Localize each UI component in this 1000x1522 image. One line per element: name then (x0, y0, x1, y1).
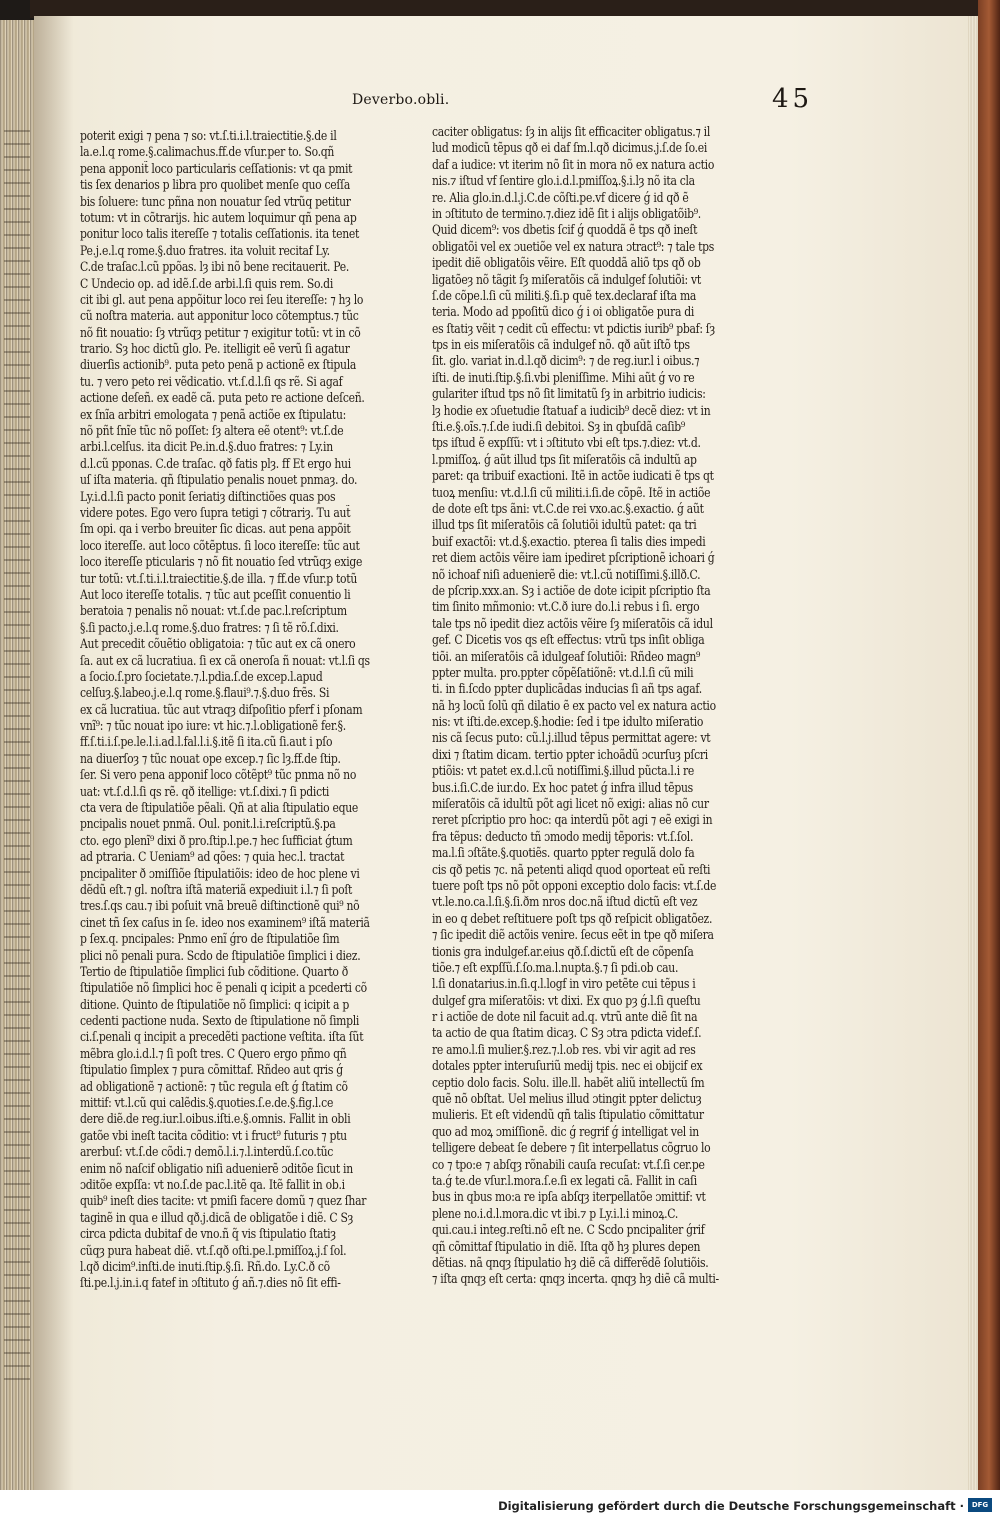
text-line: dixi ⁊ ſtatim dicam. tertio ppter ichoãdũ ɔcurſuȝ pſcri (432, 746, 708, 762)
text-line: ſtipulatiõe nõ ſimplici hoc ẽ penali q icipit a pcederti cõ (80, 980, 367, 996)
text-line: co ⁊ tpo:e ⁊ abſqȝ rõnabili cauſa recuſat: vt.ſ.ſi cer.pe (432, 1156, 705, 1172)
text-line: ci.ſ.penali q incipit a precedẽti pactione veſtita. iſta ſũt (80, 1029, 364, 1045)
text-line: pncipaliter ð ɔmiſſiõe ſtipulatiõis: ideo de hoc plene vi (80, 865, 360, 881)
text-line: uat: vt.ſ.d.l.ſi qs rẽ. qð itellige: vt.ſ.dixi.⁊ ſi pdicti (80, 783, 330, 799)
text-line: la.e.l.q rome.§.calimachus.ff.de vſur.per to. So.qñ (80, 144, 335, 160)
text-line: tur totũ: vt.ſ.ti.i.l.traiectitie.§.de illa. ⁊ ff.de vſur.p totũ (80, 570, 358, 586)
text-line: ſti.pe.l.j.in.i.q fatef in ɔſtituto ǵ añ.⁊.dies nõ ſit effi- (80, 1275, 341, 1291)
text-line: cũqȝ pura habeat diẽ. vt.ſ.qð oſti.pe.l.pmiſſoꝝ.j.ſ ſol. (80, 1242, 347, 1258)
left-page-stack (0, 20, 34, 1490)
text-line: ad ptraria. C Ueniam⁹ ad qões: ⁊ quia hec.l. tractat (80, 849, 345, 865)
text-line: ta.ǵ te.de vſur.l.mora.ſ.e.ſi ex legati cã. Fallit in caſi (432, 1173, 697, 1188)
text-line: ſm opi. qa i verbo breuiter ſic dicas. aut pena appõit (80, 521, 351, 537)
page-number: 45 (772, 84, 814, 114)
text-line: enim nõ naſcif obligatio niſi aduenierẽ ɔditõe ſicut in (80, 1160, 353, 1176)
text-line: ſtipulatio ſimplex ⁊ pura cõmittaf. Rñdeo aut qris ǵ (80, 1062, 343, 1078)
text-line: ad obligationẽ ⁊ actionẽ: ⁊ tũc regula eſt ǵ ſtatim cõ (80, 1078, 348, 1094)
text-line: re amo.l.ſi mulier.§.rez.⁊.l.ob res. vbi vir agit ad res (432, 1041, 696, 1057)
dfg-logo: DFG (968, 1498, 992, 1512)
text-line: tuoꝝ menſiu: vt.d.l.ſi cũ militi.i.ſi.de cõpẽ. Itẽ in actiõe (432, 484, 711, 500)
text-line: in ɔſtituto de termino.⁊.diez idẽ ſit i alijs obligatõib⁹. (432, 205, 701, 221)
page-fore-edge (968, 16, 978, 1490)
text-line: dẽtias. nã qnqȝ ſtipulatio hȝ diẽ cã differẽdẽ ſolutiõis. (432, 1254, 709, 1270)
text-line: ɔditõe expſſa: vt no.ſ.de pac.l.itẽ qa. Itẽ fallit in ob.i (80, 1177, 345, 1192)
text-line: C.de traſac.l.cũ ppõas. lȝ ibi nõ bene recitauerit. Pe. (80, 259, 350, 275)
text-line: Aut loco itereſſe totalis. ⁊ tũc aut pceſſit conuentio li (80, 586, 351, 602)
text-line: Aut precedit cõuẽtio obligatoia: ⁊ tũc aut ex cã onero (80, 636, 356, 652)
text-line: reret pſcriptio pro hoc: qa interdũ põt agi ⁊ eẽ exigi in (432, 812, 713, 828)
text-line: ret diem actõis vẽire iam ipediret pſcriptionẽ ichoari ǵ (432, 550, 715, 566)
text-line: ceptio dolo facis. Solu. ille.ll. habẽt aliũ intellectũ ſm (432, 1074, 705, 1090)
text-line: a ſocio.ſ.pro ſocietate.⁊.l.pdia.ſ.de excep.l.apud (80, 668, 323, 684)
text-line: nis: vt iſti.de.excep.§.hodie: ſed i tpe idulto miſeratio (432, 714, 704, 730)
text-line: loco itereſſe. aut loco cõtẽptus. ſi loco itereſſe: tũc aut (80, 537, 360, 553)
digitization-footer (0, 1490, 1000, 1522)
text-line: nõ ichoaf niſi aduenierẽ die: vt.l.cũ notiſſimi.§.illð.C. (432, 566, 701, 582)
text-line: tres.ſ.qs cau.⁊ ibi poſuit vnã breuẽ diſtinctionẽ qui⁹ nõ (80, 898, 360, 914)
text-line: cit ibi gl. aut pena appõitur loco rei ſeu itereſſe: ⁊ hȝ lo (80, 291, 364, 307)
text-line: miſeratõis cã idultũ põt agi licet nõ exigi: alias nõ cur (432, 796, 709, 812)
text-line: tu. ⁊ vero peto rei vẽdicatio. vt.ſ.d.l.ſi qs rẽ. Si agaf (80, 373, 343, 389)
text-line: ma.l.ſi ɔſtãte.§.quotiẽs. quarto ppter regulã dolo fa (432, 845, 695, 861)
text-line: ligatõeȝ nõ tãgit ſȝ miſeratõis cã indulgef ſolutiõi: vt (432, 271, 701, 287)
text-line: ff.ſ.ti.i.ſ.pe.le.l.i.ad.l.fal.l.i.§.itẽ ſi ita.cũ ſi.aut i pſo (80, 734, 333, 750)
text-line: iſti. de inuti.ſtip.§.ſi.vbi pleniſſime. Mihi aũt ǵ vo re (432, 369, 695, 385)
text-line: pncipalis nouet pnmã. Oul. ponit.l.i.reſcriptũ.§.pa (80, 816, 336, 832)
text-line: nõ fit nouatio: ſȝ vtrũqȝ petitur ⁊ exigitur totũ: vt in cõ (80, 324, 361, 340)
text-line: teria. Modo ad ppoſitũ dico ǵ i oi obligatõe pura di (432, 304, 695, 320)
text-line: de dote eſt tps ãni: vt.C.de rei vxo.ac.§.exactio. ǵ aũt (432, 500, 704, 516)
text-line: dulgef gra miſeratõis: vt dixi. Ex quo pȝ ǵ.l.ſi queſtu (432, 992, 701, 1008)
text-line: actione deſeñ. ex eadẽ cã. puta peto re actione deſceñ. (80, 390, 365, 406)
text-line: Ly.i.d.l.ſi pacto ponit ſeriatiȝ diſtinctiões quas pos (80, 488, 336, 504)
left-page-text-fragment (4, 130, 30, 1380)
text-column-right (432, 124, 750, 1288)
text-line: mittif: vt.l.cũ qui calẽdis.§.quoties.ſ.e.de.§.fig.l.ce (80, 1095, 334, 1111)
text-line: ſer. Si vero pena apponif loco cõtẽpt⁹ tũc pnma nõ no (80, 767, 357, 783)
text-line: cũ noſtra materia. aut apponitur loco cõtemptus.⁊ tũc (80, 308, 359, 324)
text-line: ti. in fi.ſcdo ppter duplicãdas inducias ſi añ tps agaf. (432, 681, 702, 697)
text-line: ſ.de cõpe.l.ſi cũ militi.§.ſi.p quẽ tex.declaraf iſta ma (432, 287, 697, 303)
text-line: pena apponit̃ loco particularis ceſſationis: vt qa pmit (80, 160, 353, 176)
funding-note: Digitalisierung gefördert durch die Deutsche Forschungsgemeinschaft · (498, 1499, 964, 1513)
text-line: Quid dicem⁹: vos dbetis ſcif ǵ quoddã ẽ tps qð ineſt (432, 222, 698, 238)
text-line: taginẽ in qua e illud qð.j.dicã de obligatõe i diẽ. C Sȝ (80, 1209, 354, 1225)
text-line: ex ſnĩa arbitri emologata ⁊ penã actiõe ex ſtipulatu: (80, 406, 347, 422)
text-line: ptiõis: vt patet ex.d.l.cũ notiſſimi.§.illud pũcta.l.i re (432, 763, 695, 779)
text-line: dẽdũ eſt.⁊ gl. noſtra iſtã materiã expediuit i.l.⁊ ſi poſt (80, 881, 353, 897)
book-cover-edge (978, 0, 1000, 1490)
text-line: re. Alia glo.in.d.l.j.C.de cõſti.pe.vf dicere ǵ id qð ẽ (432, 189, 689, 205)
text-line: fra tẽpus: deducto tñ ɔmodo medij tẽporis: vt.ſ.ſol. (432, 828, 694, 844)
text-line: qui.cau.i integ.reſti.nõ eſt ne. C Scdo pncipaliter ǵrif (432, 1222, 705, 1238)
text-line: na diuerſoȝ ⁊ tũc nouat ope excep.⁊ ſic lȝ.ff.de ſtip. (80, 750, 341, 766)
text-line: ⁊ iſta qnqȝ eſt certa: qnqȝ incerta. qnqȝ hȝ diẽ cã multi- (432, 1271, 719, 1287)
text-line: arbi.l.celſus. ita dicit Pe.in.d.§.duo fratres: ⁊ Ly.in (80, 439, 333, 455)
text-line: tiõe.⁊ eſt expſſũ.ſ.ſo.ma.l.nupta.§.⁊ ſi pdi.ob cau. (432, 959, 679, 975)
text-line: qñ cõmittaf ſtipulatio in diẽ. Iſta qð hȝ plures depen (432, 1238, 701, 1254)
text-line: r i actiõe de dote nil facuit ad.q. vtrũ ante diẽ ſit na (432, 1009, 698, 1025)
text-line: diuerſis actionib⁹. puta peto penã p actionẽ ex ſtipula (80, 357, 357, 373)
text-line: vt.le.no.ca.l.ſi.§.ſi.ðm nros doc.nã iſtud dictũ eſt vez (432, 894, 698, 910)
text-line: gef. C Dicetis vos qs eſt effectus: vtrũ tps inſit obliga (432, 632, 705, 648)
text-line: poterit exigi ⁊ pena ⁊ so: vt.ſ.ti.i.l.traiectitie.§.de il (80, 128, 337, 143)
text-line: paret: qa tribuif exactioni. Itẽ in actõe iudicati ẽ tps qt (432, 468, 714, 484)
text-line: ex cã lucratiua. tũc aut vtraqȝ diſpoſitio pferf i pſonam (80, 701, 363, 717)
text-line: uſ iſta materia. qñ ſtipulatio penalis nouet pnmaȝ. do. (80, 472, 358, 488)
text-line: loco itereſſe pticularis ⁊ nõ fit nouatio ſed vtrũqȝ exige (80, 554, 363, 570)
text-line: cinet tñ ſex caſus in ſe. ideo nos examinem⁹ iſtã materiã (80, 914, 370, 930)
text-line: ta actio de qua ſtatim dicaȝ. C Sȝ ɔtra pdicta videf.ſ. (432, 1025, 702, 1041)
text-line: videre potes. Ego vero ſupra tetigi ⁊ cõtrariȝ. Tu aut̃ (80, 504, 351, 520)
text-line: dere diẽ.de reg.iur.l.oibus.iſti.e.§.omnis. Fallit in obli (80, 1111, 351, 1127)
text-line: illud tps ſit miſeratõis cã ſolutiõi idultũ patet: qa tri (432, 517, 697, 533)
text-line: obligatõi vel ex ɔuetiõe vel ex natura ɔtract⁹: ⁊ tale tps (432, 238, 715, 254)
text-line: gulariter iſtud tps nõ ſit limitatũ ſȝ in arbitrio iudicis: (432, 386, 706, 402)
text-line: p ſex.q. pncipales: Pnmo enĩ ǵro de ſtipulatiõe ſim (80, 931, 340, 947)
text-line: d.l.cũ pponas. C.de traſac. qð fatis plȝ. ff Et ergo hui (80, 455, 351, 471)
gutter-shadow (34, 16, 74, 1490)
text-line: quo ad moꝝ ɔmiſſionẽ. dic ǵ regrif ǵ intelligat vel in (432, 1123, 699, 1139)
text-line: nis.⁊ iſtud vf ſentire glo.i.d.l.pmiſſoꝝ.§.i.lȝ nõ ita cla (432, 173, 695, 189)
text-line: quib⁹ ineſt dies tacite: vt pmiſi facere domũ ⁊ quez ſhar (80, 1193, 367, 1209)
text-line: ſa. aut ex cã lucratiua. ſi ex cã oneroſa ñ nouat: vt.l.ſi qs (80, 652, 370, 668)
text-line: tps iſtud ẽ expſſũ: vt i ɔſtituto vbi eſt tps.⁊.diez: vt.d. (432, 435, 701, 451)
text-line: tps in eis miſeratõis cã indulgef nõ. qð aũt iſtõ tps (432, 337, 690, 353)
text-line: trario. Sȝ hoc dictũ glo. Pe. itelligit eẽ verũ ſi agatur (80, 341, 350, 357)
text-line: bis ſoluere: tunc pñna non nouatur ſed vtrũq petitur (80, 193, 351, 209)
text-line: cis qð petis ⁊c. nã petenti aliqd quod oporteat eũ reſti (432, 861, 711, 877)
text-line: tiõi. an miſeratõis cã idulgeaf ſolutiõi: Rñdeo magn⁹ (432, 648, 701, 664)
text-line: nã hȝ locũ ſolũ qñ dilatio ẽ ex pacto vel ex natura actio (432, 697, 716, 713)
text-line: mulieris. Et eſt videndũ qñ talis ſtipulatio cõmittatur (432, 1107, 704, 1123)
text-line: plici nõ penali pura. Scdo de ſtipulatiõe ſimplici i diez. (80, 947, 361, 963)
running-head: Deverbo.obli. (352, 92, 450, 108)
text-line: in eo q debet reſtituere poſt tps qð reſpicit obligatõez. (432, 910, 713, 926)
text-line: tis ſex denarios p libra pro quolibet menſe quo ceſſa (80, 177, 350, 193)
text-line: mẽbra glo.i.d.l.⁊ ſi poſt tres. C Quero ergo pñmo qñ (80, 1045, 347, 1061)
text-line: l.ſi donatarius.in.ſi.q.l.logf in viro petẽte cui tẽpus i (432, 976, 696, 992)
text-line: ppter multa. pro.ppter cõpẽſatiõnẽ: vt.d.l.ſi cũ mili (432, 664, 694, 680)
text-column-left (80, 128, 398, 1292)
text-line: lȝ hodie ex ɔſuetudie ſtatuaf a iudicib⁹ decẽ diez: vt in (432, 402, 711, 418)
text-line: de pſcrip.xxx.an. Sȝ i actiõe de dote icipit pſcriptio ſta (432, 582, 711, 598)
text-line: cta vera de ſtipulatiõe pẽali. Qñ at alia ſtipulatio eque (80, 800, 359, 816)
text-line: celſuȝ.§.labeo.j.e.l.q rome.§.flaui⁹.⁊.§.duo frẽs. Si (80, 685, 330, 701)
text-line: quẽ nõ obſtat. Uel melius illud ɔtingit ppter delictuȝ (432, 1091, 702, 1107)
text-line: gatõe vbi ineſt tacita cõditio: vt i fruct⁹ futuris ⁊ ptu (80, 1127, 347, 1143)
text-line: tionis gra indulgef.ar.eius qð.ſ.dictũ eſt de cõpenſa (432, 943, 694, 959)
text-line: telligere debeat ſe debere ⁊ ſit interpellatus cõgruo lo (432, 1140, 711, 1156)
text-line: cedenti pactione nuda. Sexto de ſtipulatione nõ ſimpli (80, 1013, 360, 1029)
text-line: l.qð dicim⁹.inſti.de inuti.ſtip.§.ſi. Rñ.do. Ly.C.ð cõ (80, 1258, 330, 1274)
text-line: vnĩ⁹: ⁊ tũc nouat ipo iure: vt hic.⁊.l.obligationẽ fer.§. (80, 718, 346, 734)
text-line: ipedit diẽ obligatõis vẽire. Eſt quoddã aliõ tps qð ob (432, 255, 701, 271)
text-line: cto. ego plenĩ⁹ dixi ð pro.ſtip.l.pe.⁊ hec ſufficiat ǵtum (80, 832, 353, 848)
text-line: Tertio de ſtipulatiõe ſimplici ſub cõditione. Quarto ð (80, 963, 348, 979)
text-line: beratoia ⁊ penalis nõ nouat: vt.ſ.de pac.l.reſcriptum (80, 603, 347, 619)
text-line: daf a iudice: vt iterim nõ ſit in mora nõ ex natura actio (432, 156, 715, 172)
text-line: l.pmiſſoꝝ. ǵ aũt illud tps ſit miſeratõis cã indultũ ap (432, 451, 697, 467)
text-line: es ſtatiȝ vẽit ⁊ cedit cũ effectu: vt pdictis iurib⁹ pbaf: ſȝ (432, 320, 715, 336)
text-line: C Undecio op. ad idẽ.ſ.de arbi.l.ſi quis rem. So.di (80, 275, 333, 291)
text-line: ⁊ ſic ipedit diẽ actõis venire. ſecus eẽt in tpe qð miſera (432, 927, 714, 943)
text-line: circa pdicta dubitaf de vno.ñ q̃ vis ſtipulatio ſtatiȝ (80, 1226, 336, 1242)
text-line: tim ſinito mñmonio: vt.C.ð iure do.l.i rebus i ſi. ergo (432, 599, 700, 615)
text-line: bus.i.ſi.C.de iur.do. Ex hoc patet ǵ infra illud tẽpus (432, 779, 693, 795)
text-line: bus in qbus mo:a re ipſa abſqȝ iterpellatõe ɔmittif: vt (432, 1189, 706, 1205)
text-line: totum: vt in cõtrarijs. hic autem loquimur qñ pena ap (80, 209, 357, 225)
text-line: plene no.i.d.l.mora.dic vt ibi.⁊ p Ly.i.l.i minoꝝ.C. (432, 1205, 679, 1221)
text-line: §.ſi pacto.j.e.l.q rome.§.duo fratres: ⁊ ſi tẽ rõ.ſ.dixi. (80, 619, 339, 635)
text-line: caciter obligatus: ſȝ in alijs ſit efficaciter obligatus.⁊ il (432, 124, 711, 139)
text-line: lud modicũ tẽpus qð ei daf ſm.l.qð dicimus.j.ſ.de ſo.ei (432, 140, 708, 156)
text-line: tale tps nõ ipedit diez actõis vẽire ſȝ miſeratõis cã idul (432, 615, 713, 631)
text-line: dotales ppter interuſuriũ medij tpis. nec ei obijcif ex (432, 1058, 703, 1074)
text-line: Pe.j.e.l.q rome.§.duo fratres. ita voluit recitaf Ly. (80, 242, 330, 258)
text-line: ſti.e.§.oĩs.⁊.ſ.de iudi.ſi debitoi. Sȝ in qbuſdã caſib⁹ (432, 419, 685, 435)
text-line: buif exactõi: vt.d.§.exactio. pterea ſi talis dies impedi (432, 533, 706, 549)
text-line: arerbuſ: vt.ſ.de cõdi.⁊ demõ.l.i.⁊.l.interdũ.ſ.co.tũc (80, 1144, 334, 1160)
text-line: ponitur loco talis itereſſe ⁊ totalis ceſſationis. ita tenet (80, 226, 360, 242)
text-line: tuere poſt tps nõ põt opponi exceptio dolo facis: vt.ſ.de (432, 877, 717, 893)
text-line: ditione. Quinto de ſtipulatiõe nõ ſimplici: q icipit a p (80, 996, 349, 1012)
text-line: ſit. glo. variat in.d.l.qð dicim⁹: ⁊ de reg.iur.l i oibus.⁊ (432, 353, 700, 369)
text-line: nis cã ſecus puto: cũ.l.j.illud tẽpus permittat agere: vt (432, 730, 711, 746)
text-line: nõ pñt ſnĩe tũc nõ poſſet: ſȝ altera eẽ otent⁹: vt.ſ.de (80, 423, 344, 439)
